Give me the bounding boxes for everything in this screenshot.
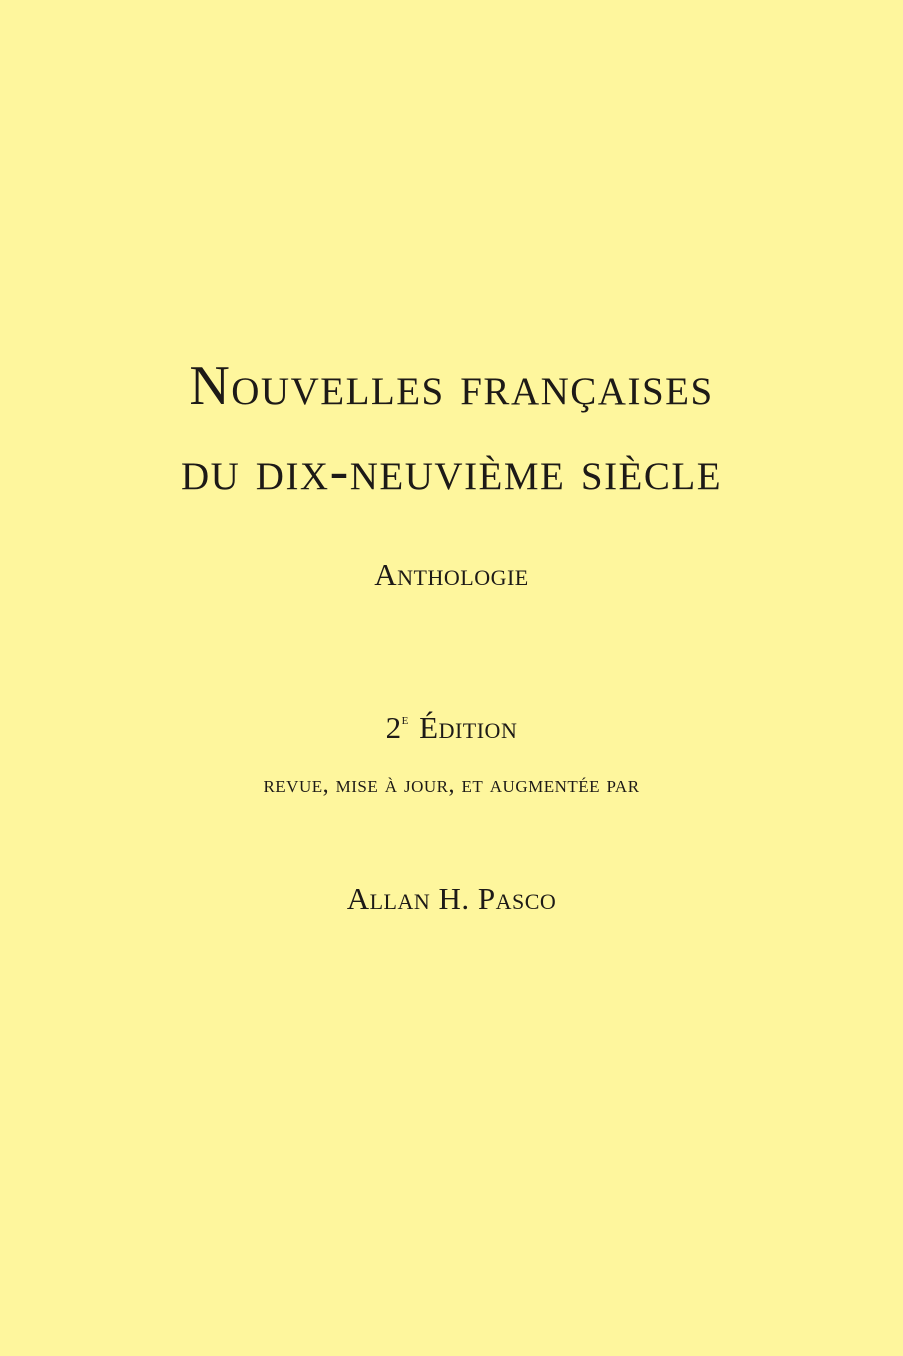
- subtitle: Anthologie: [374, 557, 529, 592]
- edition-superscript: e: [401, 712, 409, 728]
- title-line-2: du dix-neuvième siècle: [180, 440, 723, 502]
- revised-by-line: revue, mise à jour, et augmentée par: [263, 772, 640, 798]
- edition-label: Édition: [419, 710, 518, 745]
- title-line-1: Nouvelles françaises: [189, 355, 714, 417]
- edition-number: 2: [385, 710, 402, 745]
- author-name: Allan H. Pasco: [346, 881, 557, 916]
- edition-line: [0, 706, 903, 750]
